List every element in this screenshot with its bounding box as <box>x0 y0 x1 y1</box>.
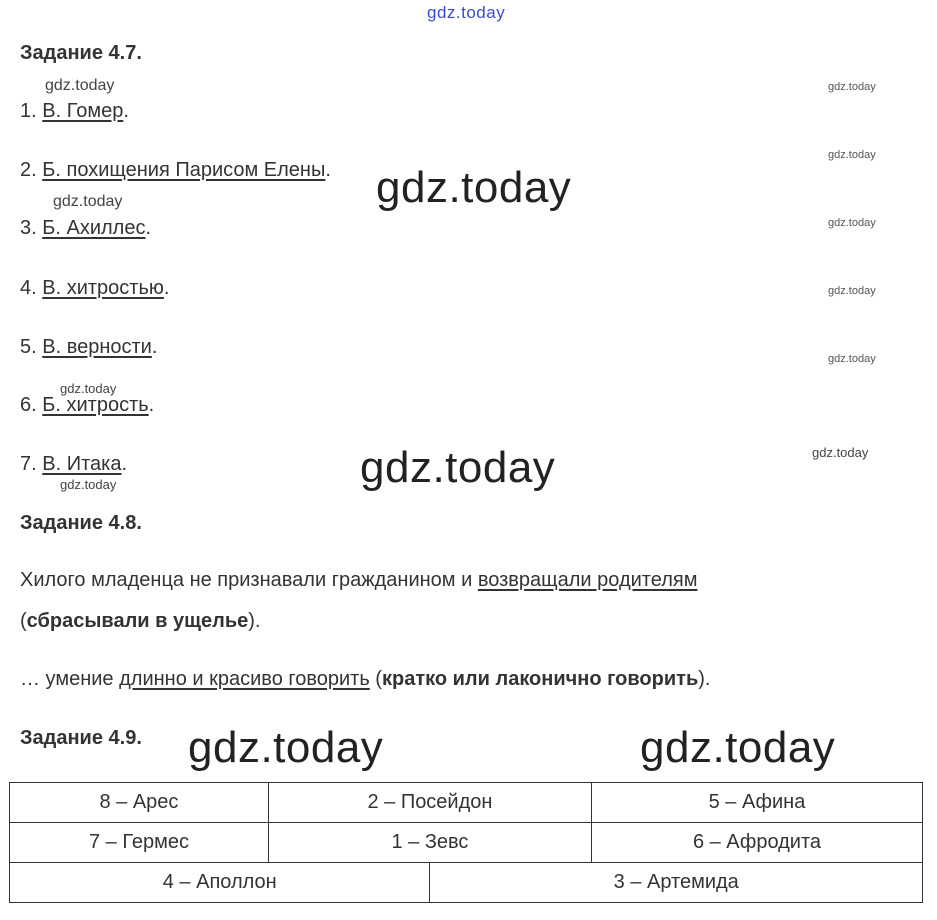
item-number: 1. <box>20 100 37 122</box>
item-end: . <box>163 277 170 299</box>
item-number: 5. <box>20 336 37 358</box>
watermark-large: gdz.today <box>188 723 384 772</box>
item-number: 7. <box>20 453 37 475</box>
gods-table <box>9 782 923 903</box>
watermark: gdz.today <box>828 285 876 297</box>
underlined-text: возвращали родителям <box>477 569 698 591</box>
table-cell: 8 – Арес <box>10 783 269 823</box>
answer-item-7 <box>20 453 127 476</box>
task-4-8-heading: Задание 4.8. <box>20 512 142 534</box>
table-cell: 4 – Аполлон <box>10 863 430 903</box>
answer-text: В. хитростью <box>42 277 164 299</box>
paragraph-text: Хилого младенца не признавали гражданином и <box>20 569 478 591</box>
table-cell: 5 – Афина <box>591 783 922 823</box>
table-row <box>10 823 923 863</box>
watermark: gdz.today <box>60 381 117 396</box>
paragraph-text: ( <box>369 668 382 690</box>
table-row <box>10 783 923 823</box>
watermark: gdz.today <box>828 149 876 161</box>
task-4-9-heading: Задание 4.9. <box>20 727 142 749</box>
answer-item-3 <box>20 217 151 240</box>
answer-text: В. Гомер <box>42 100 124 122</box>
answer-text: В. верности <box>42 336 152 358</box>
item-end: . <box>123 100 129 122</box>
watermark: gdz.today <box>828 353 876 365</box>
paren-close: ). <box>698 668 711 690</box>
watermark: gdz.today <box>45 77 115 94</box>
watermark: gdz.today <box>812 445 869 460</box>
paragraph-2 <box>20 668 710 691</box>
table-cell: 6 – Афродита <box>591 823 922 863</box>
item-end: . <box>148 394 155 416</box>
table-cell: 7 – Гермес <box>10 823 269 863</box>
item-end: . <box>325 159 331 181</box>
bold-answer: кратко или лаконично говорить <box>381 668 699 690</box>
watermark-top: gdz.today <box>427 3 506 22</box>
item-number: 4. <box>20 277 37 299</box>
bold-answer: сбрасывали в ущелье <box>26 610 249 632</box>
watermark: gdz.today <box>53 193 123 210</box>
answer-item-5 <box>20 336 157 359</box>
item-number: 3. <box>20 217 37 239</box>
answer-item-4 <box>20 277 169 300</box>
item-number: 2. <box>20 159 37 181</box>
watermark-large: gdz.today <box>640 723 836 772</box>
paren-close: ). <box>248 610 261 632</box>
paragraph-1 <box>20 569 697 592</box>
task-4-7-heading: Задание 4.7. <box>20 42 142 64</box>
watermark: gdz.today <box>828 217 876 229</box>
answer-text: Б. Ахиллес <box>42 217 146 239</box>
answer-item-1 <box>20 100 129 123</box>
table-cell: 1 – Зевс <box>268 823 591 863</box>
watermark-large: gdz.today <box>376 163 572 212</box>
item-end: . <box>121 453 128 475</box>
item-end: . <box>145 217 152 239</box>
answer-text: Б. хитрость <box>42 394 149 416</box>
paragraph-text: … умение <box>20 668 120 690</box>
paren-open: ( <box>20 610 27 632</box>
watermark: gdz.today <box>828 81 876 93</box>
table-cell: 2 – Посейдон <box>268 783 591 823</box>
watermark-large: gdz.today <box>360 443 556 492</box>
underlined-text: длинно и красиво говорить <box>119 668 370 690</box>
item-number: 6. <box>20 394 37 416</box>
paragraph-1-continuation <box>20 610 260 633</box>
table-cell: 3 – Артемида <box>430 863 923 903</box>
item-end: . <box>151 336 158 358</box>
watermark: gdz.today <box>60 477 117 492</box>
answer-text: Б. похищения Парисом Елены <box>42 159 326 181</box>
answer-item-2 <box>20 159 331 182</box>
answer-text: В. Итака <box>42 453 122 475</box>
answer-item-6 <box>20 394 154 417</box>
table-row <box>10 863 923 903</box>
